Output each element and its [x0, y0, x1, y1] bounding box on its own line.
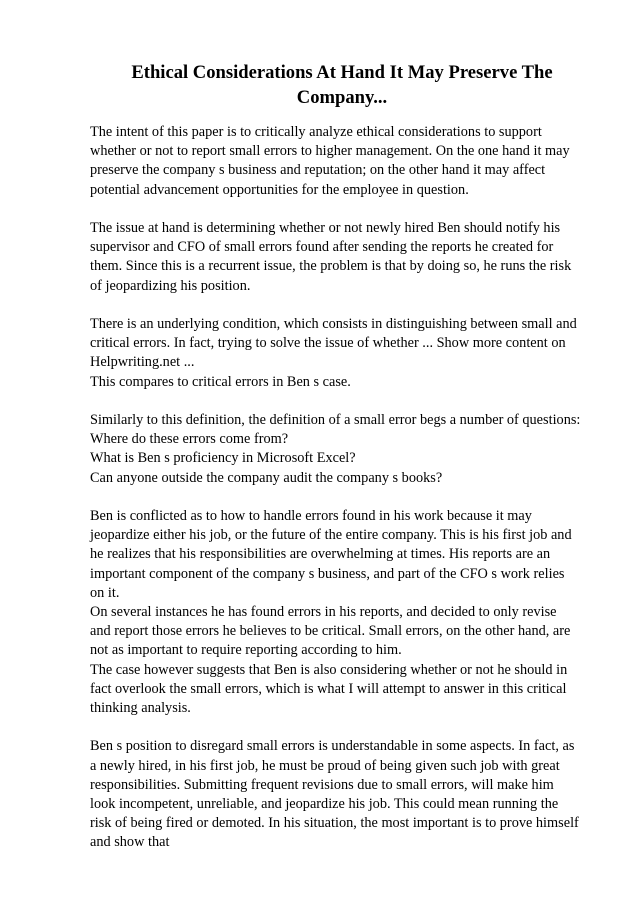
text-line: Similarly to this definition, the definition of a small error begs a number of questions: — [90, 412, 581, 428]
text-line: Ben is conflicted as to how to handle errors found in his work because it may — [90, 508, 532, 524]
title-line: Ethical Considerations At Hand It May Preserve The — [131, 62, 553, 83]
text-line: whether or not to report small errors to higher management. On the one hand it may — [90, 143, 570, 160]
text-line: not as important to require reporting according to him. — [90, 642, 402, 659]
document-body — [90, 123, 605, 872]
paragraph-questions — [90, 411, 605, 488]
text-line: This compares to critical errors in Ben s case. — [90, 373, 351, 390]
text-line: The issue at hand is determining whether or not newly hired Ben should notify his — [90, 220, 561, 236]
text-line: Where do these errors come from? — [90, 431, 289, 448]
text-line: Ben s position to disregard small errors is understandable in some aspects. In fact, as — [90, 738, 575, 755]
text-line: On several instances he has found errors in his reports, and decided to only revise — [90, 604, 557, 621]
text-line: responsibilities. Submitting frequent revisions due to small errors, will make him — [90, 776, 554, 793]
paragraph-conflict — [90, 507, 605, 718]
text-line: potential advancement opportunities for the employee in question. — [90, 181, 469, 198]
text-line: The intent of this paper is to critically analyze ethical considerations to support — [90, 124, 542, 140]
text-line: risk of being fired or demoted. In his situation, the most important is to prove himself — [90, 815, 579, 832]
title-line: Company... — [296, 87, 388, 108]
text-line: Helpwriting.net ... — [90, 354, 195, 371]
paragraph-position — [90, 737, 605, 852]
text-line: The case however suggests that Ben is also considering whether or not he should in — [90, 661, 568, 678]
text-line: he realizes that his responsibilities are overwhelming at times. His reports are an — [90, 546, 551, 563]
text-line: supervisor and CFO of small errors found after sending the reports he created for — [90, 239, 554, 256]
text-line: critical errors. In fact, trying to solve the issue of whether ... Show more content on — [90, 335, 566, 352]
text-line: on it. — [90, 584, 120, 601]
text-line: Can anyone outside the company audit the company s books? — [90, 469, 443, 486]
text-line: them. Since this is a recurrent issue, the problem is that by doing so, he runs the risk — [90, 258, 572, 275]
text-line: important component of the company s business, and part of the CFO s work relies — [90, 565, 565, 582]
text-line: What is Ben s proficiency in Microsoft Excel? — [90, 450, 356, 467]
text-line: preserve the company s business and reputation; on the other hand it may affect — [90, 162, 546, 179]
paragraph-issue — [90, 219, 605, 296]
text-line: jeopardize either his job, or the future of the entire company. This is his first job and — [90, 527, 572, 544]
text-line: a newly hired, in his first job, he must be proud of being given such job with great — [90, 757, 560, 774]
document-title — [92, 60, 592, 110]
text-line: look incompetent, unreliable, and jeopardize his job. This could mean running the — [90, 796, 559, 813]
paragraph-intent — [90, 123, 605, 200]
text-line: of jeopardizing his position. — [90, 277, 251, 294]
text-line: There is an underlying condition, which consists in distinguishing between small and — [90, 316, 577, 332]
text-line: fact overlook the small errors, which is what I will attempt to answer in this critical — [90, 680, 567, 697]
text-line: and report those errors he believes to be critical. Small errors, on the other hand, are — [90, 623, 571, 640]
paragraph-condition — [90, 315, 605, 392]
text-line: thinking analysis. — [90, 700, 191, 717]
text-line: and show that — [90, 834, 170, 851]
